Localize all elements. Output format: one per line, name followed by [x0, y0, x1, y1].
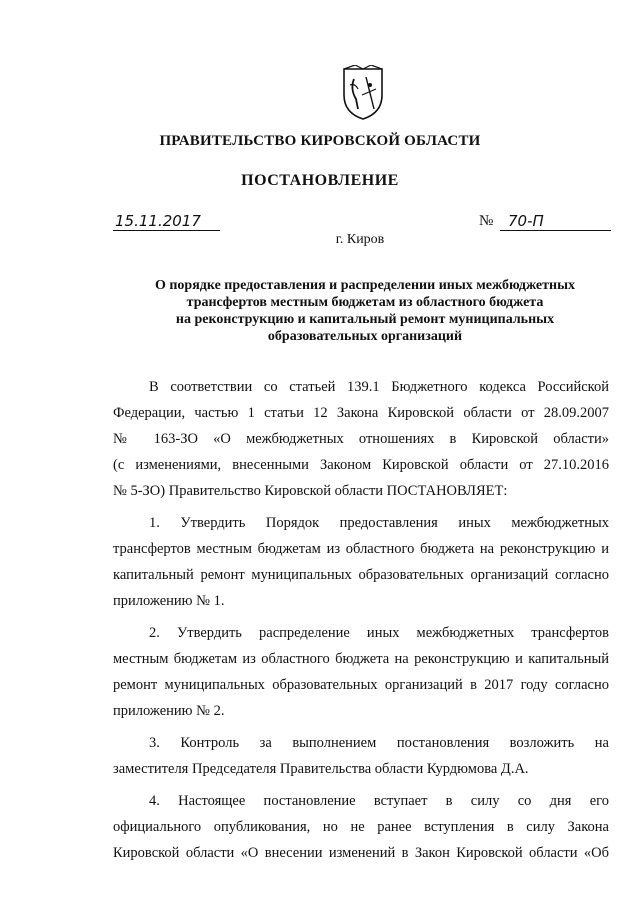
coat-of-arms-icon — [340, 65, 386, 121]
text-line: (с изменениями, внесенными Законом Кировской области от 27.10.2016 — [113, 457, 609, 473]
text-line: 4. Настоящее постановление вступает в силу со дня его — [149, 793, 609, 809]
text-line: Кировской области «О внесении изменений в Закон Кировской области «Об — [113, 845, 609, 861]
text-line: Федерации, частью 1 статьи 12 Закона Кировской области от 28.09.2007 — [113, 405, 609, 421]
title-line: О порядке предоставления и распределении иных межбюджетных — [154, 278, 576, 293]
paragraph-preamble — [113, 374, 609, 504]
title-line: трансфертов местным бюджетам из областного бюджета — [186, 295, 544, 310]
document-body — [113, 374, 609, 872]
text-line: 1. Утвердить Порядок предоставления иных межбюджетных — [149, 515, 609, 531]
document-number: 70-П — [500, 212, 611, 231]
text-line: приложению № 1. — [113, 593, 225, 609]
title-line: на реконструкцию и капитальный ремонт муниципальных — [175, 312, 555, 327]
text-line: № 5-ЗО) Правительство Кировской области ПОСТАНОВЛЯЕТ: — [113, 483, 508, 499]
text-line: № 163-ЗО «О межбюджетных отношениях в Кировской области» — [113, 431, 609, 447]
government-name: ПРАВИТЕЛЬСТВО КИРОВСКОЙ ОБЛАСТИ — [159, 133, 481, 149]
title-line: образовательных организаций — [267, 329, 463, 344]
text-line: официального опубликования, но не ранее вступления в силу Закона — [113, 819, 609, 835]
text-line: трансфертов местным бюджетам из областного бюджета на реконструкцию и — [113, 541, 609, 557]
text-line: 2. Утвердить распределение иных межбюджетных трансфертов — [149, 625, 609, 641]
paragraph-item-2 — [113, 620, 609, 724]
paragraph-item-3 — [113, 730, 609, 782]
text-line: местным бюджетам из областного бюджета на реконструкцию и капитальный — [113, 651, 609, 667]
text-line: 3. Контроль за выполнением постановления возложить на — [149, 735, 609, 751]
number-label: № — [479, 213, 494, 229]
text-line: капитальный ремонт муниципальных образовательных организаций согласно — [113, 567, 609, 583]
text-line: приложению № 2. — [113, 703, 225, 719]
document-title — [100, 277, 630, 345]
text-line: В соответствии со статьей 139.1 Бюджетного кодекса Российской — [149, 379, 609, 395]
document-date: 15.11.2017 — [113, 212, 220, 231]
paragraph-item-4 — [113, 788, 609, 866]
paragraph-item-1 — [113, 510, 609, 614]
text-line: ремонт муниципальных образовательных организаций в 2017 году согласно — [113, 677, 609, 693]
city: г. Киров — [335, 232, 385, 247]
document-type: ПОСТАНОВЛЕНИЕ — [241, 172, 399, 189]
text-line: заместителя Председателя Правительства области Курдюмова Д.А. — [113, 761, 529, 777]
